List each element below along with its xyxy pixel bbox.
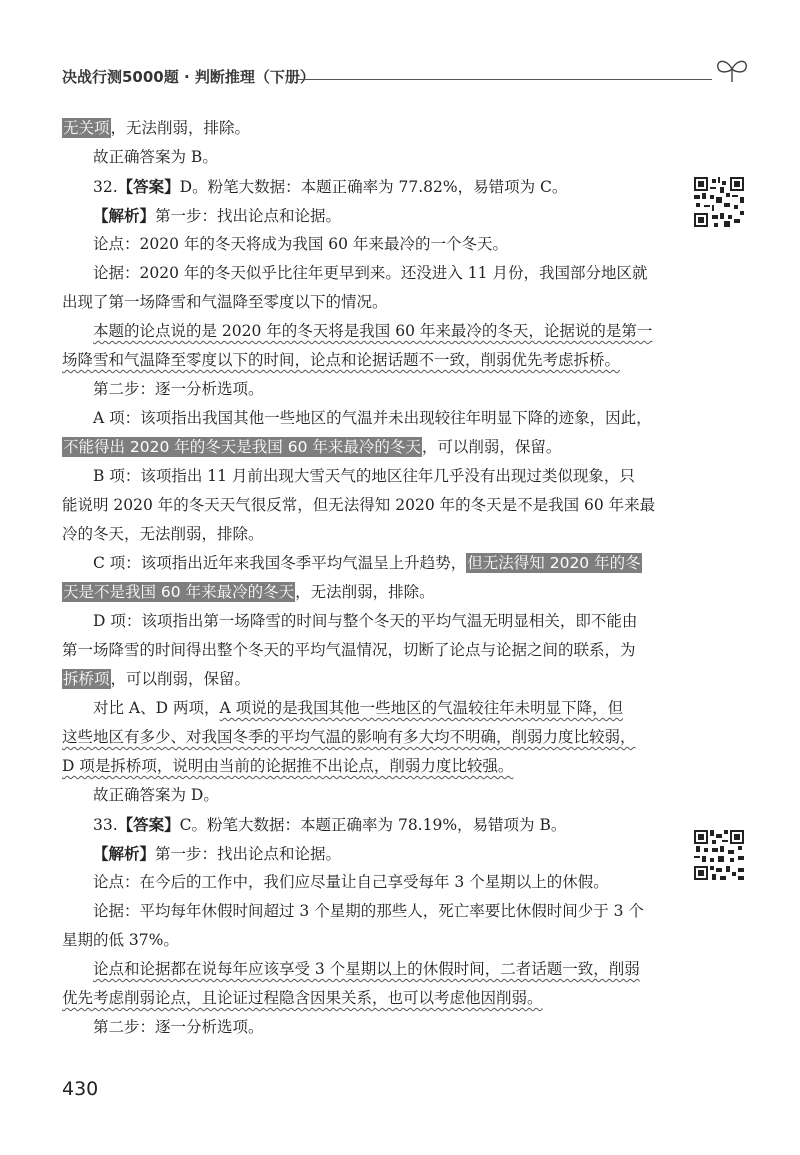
question-32-answer: 32.【答案】D。粉笔大数据：本题正确率为 77.82%，易错项为 C。 — [93, 177, 568, 196]
text-line: 出现了第一场降雪和气温降至零度以下的情况。 — [62, 293, 388, 311]
qr-code-icon[interactable] — [694, 177, 744, 227]
text-line — [62, 955, 674, 984]
wavy-underline: 论点和论据都在说每年应该享受 3 个星期以上的休假时间，二者话题一致，削弱 — [93, 960, 640, 978]
text-line: 第二步：逐一分析选项。 — [93, 1018, 264, 1036]
text-line — [62, 752, 674, 781]
conclusion-line: 故正确答案为 B。 — [93, 148, 218, 166]
text-line: 天是不是我国 60 年来最冷的冬天，无法削弱，排除。 — [63, 583, 435, 601]
text-line: 论点：在今后的工作中，我们应尽量让自己享受每年 3 个星期以上的休假。 — [93, 873, 609, 891]
answer-explanations — [62, 114, 674, 1042]
page-number: 430 — [62, 1078, 99, 1100]
option-a-line: A 项：该项指出我国其他一些地区的气温并未出现较往年明显下降的迹象，因此， — [93, 409, 652, 427]
highlight: 天是不是我国 60 年来最冷的冬天 — [63, 583, 295, 601]
text-line: 冷的冬天，无法削弱，排除。 — [62, 525, 264, 543]
text-line — [62, 317, 674, 346]
option-c-line: C 项：该项指出近年来我国冬季平均气温呈上升趋势，但无法得知 2020 年的冬 — [93, 554, 641, 572]
analysis-heading: 【解析】第一步：找出论点和论据。 — [93, 206, 342, 225]
text-line: 不能得出 2020 年的冬天是我国 60 年来最冷的冬天，可以削弱，保留。 — [63, 438, 562, 456]
wavy-underline: 优先考虑削弱论点，且论证过程隐含因果关系，也可以考虑他因削弱。 — [62, 989, 543, 1007]
text-line — [62, 346, 674, 375]
text-line: 论据：平均每年休假时间超过 3 个星期的那些人，死亡率要比休假时间少于 3 个 — [93, 902, 644, 920]
analysis-tag: 【解析】 — [93, 206, 156, 225]
header-rule — [297, 79, 712, 80]
book-title: 决战行测5000题 · 判断推理（下册） — [62, 68, 315, 86]
option-b-line: B 项：该项指出 11 月前出现大雪天气的地区往年几乎没有出现过类似现象，只 — [93, 467, 635, 485]
wavy-underline: 这些地区有多少、对我国冬季的平均气温的影响有多大均不明确，削弱力度比较弱， — [62, 728, 636, 746]
text-line: 第一场降雪的时间得出整个冬天的平均气温情况，切断了论点与论据之间的联系，为 — [62, 641, 636, 659]
sprout-icon — [712, 54, 752, 84]
analysis-heading: 【解析】第一步：找出论点和论据。 — [93, 844, 342, 863]
answer-tag: 【答案】 — [117, 177, 180, 196]
text-line: 无关项，无法削弱，排除。 — [63, 119, 251, 137]
wavy-underline: D 项是拆桥项，说明由当前的论据推不出论点，削弱力度比较强。 — [62, 757, 514, 775]
wavy-underline: A 项说的是我国其他一些地区的气温较往年未明显下降，但 — [219, 699, 624, 717]
qr-code-icon[interactable] — [694, 830, 744, 880]
analysis-tag: 【解析】 — [93, 844, 156, 863]
text-line: 论据：2020 年的冬天似乎比往年更早到来。还没进入 11 月份，我国部分地区就 — [93, 264, 648, 282]
text-line — [62, 723, 674, 752]
conclusion-line: 故正确答案为 D。 — [93, 786, 219, 804]
text-line: 对比 A、D 两项，A 项说的是我国其他一些地区的气温较往年未明显下降，但 — [93, 699, 624, 717]
wavy-underline: 本题的论点说的是 2020 年的冬天将是我国 60 年来最冷的冬天，论据说的是第一 — [93, 322, 653, 340]
highlight: 不能得出 2020 年的冬天是我国 60 年来最冷的冬天 — [63, 438, 421, 456]
text-line: 第二步：逐一分析选项。 — [93, 380, 264, 398]
answer-tag: 【答案】 — [117, 815, 180, 834]
text-line: 能说明 2020 年的冬天天气很反常，但无法得知 2020 年的冬天是不是我国 60 年来最 — [62, 496, 656, 514]
running-header — [62, 62, 752, 92]
text-line: 星期的低 37%。 — [62, 931, 179, 949]
text-line: 拆桥项，可以削弱，保留。 — [63, 670, 251, 688]
text-line — [62, 984, 674, 1013]
question-33-answer: 33.【答案】C。粉笔大数据：本题正确率为 78.19%，易错项为 B。 — [93, 815, 567, 834]
option-d-line: D 项：该项指出第一场降雪的时间与整个冬天的平均气温无明显相关，即不能由 — [93, 612, 638, 630]
highlight: 无关项 — [63, 119, 110, 137]
highlight: 但无法得知 2020 年的冬 — [467, 554, 641, 572]
wavy-underline: 场降雪和气温降至零度以下的时间，论点和论据话题不一致，削弱优先考虑拆桥。 — [62, 351, 621, 369]
text-line: 论点：2020 年的冬天将成为我国 60 年来最冷的一个冬天。 — [93, 235, 508, 253]
highlight: 拆桥项 — [63, 670, 110, 688]
